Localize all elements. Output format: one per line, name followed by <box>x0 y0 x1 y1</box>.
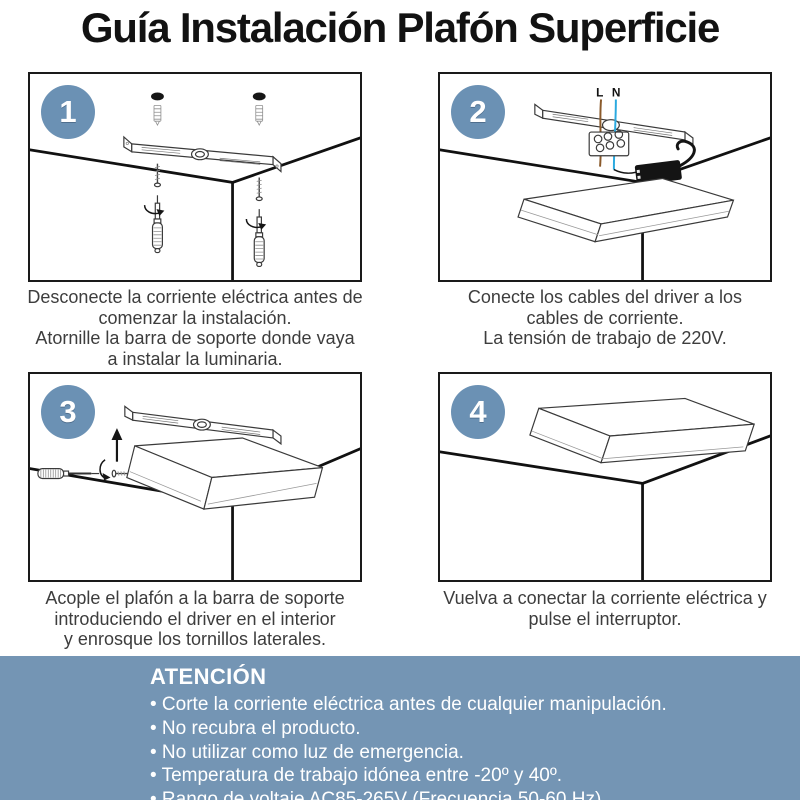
caption-line: comenzar la instalación. <box>98 307 292 328</box>
screwdriver-icon <box>145 195 165 252</box>
caption-line: Desconecte la corriente eléctrica antes de <box>27 287 363 307</box>
caption-line: La tensión de trabajo de 220V. <box>483 328 727 348</box>
panel-light <box>518 178 733 241</box>
step-4-number-badge: 4 <box>451 385 505 439</box>
terminal-block <box>589 131 629 156</box>
driver-input-wire <box>614 170 639 174</box>
screwdriver-icon <box>246 209 266 266</box>
attention-bullet-list <box>150 693 792 812</box>
screw-head-icons <box>151 93 266 101</box>
caption-line: introduciendo el driver en el interior <box>54 608 336 629</box>
step-3-number-badge: 3 <box>41 385 95 439</box>
mounting-bar <box>124 137 281 172</box>
caption-line: pulse el interruptor. <box>528 608 682 629</box>
attention-content <box>0 656 800 812</box>
caption-line: Vuelva a conectar la corriente eléctrica y <box>443 588 767 608</box>
screw-icons <box>154 164 262 201</box>
step-3-caption <box>6 588 384 650</box>
side-screw-icon <box>112 470 128 477</box>
live-wire-label: L <box>596 85 604 100</box>
caption-line: Atornille la barra de soporte donde vaya <box>35 328 355 348</box>
step-2-number-badge: 2 <box>451 85 505 139</box>
step-1-panel <box>28 72 362 282</box>
attention-bullet: • Temperatura de trabajo idónea entre -20º y 40º. <box>150 765 563 787</box>
step-4-panel <box>438 372 772 582</box>
neutral-wire-label: N <box>611 85 621 100</box>
wall-plug-icons <box>154 105 263 125</box>
caption-line: cables de corriente. <box>526 307 684 328</box>
attention-bullet: • No recubra el producto. <box>150 717 361 739</box>
panel-light <box>127 438 323 509</box>
step-2-panel <box>438 72 772 282</box>
attention-heading: ATENCIÓN <box>150 664 267 689</box>
caption-line: Acople el plafón a la barra de soporte <box>45 588 345 608</box>
step-4-caption <box>416 588 794 629</box>
attention-box <box>0 656 800 811</box>
caption-line: a instalar la luminaria. <box>107 348 283 369</box>
step-1-number-badge: 1 <box>41 85 95 139</box>
attention-bullet: • No utilizar como luz de emergencia. <box>150 741 464 763</box>
step-1-caption <box>6 287 384 369</box>
up-arrow-icon <box>112 428 123 462</box>
step-2-caption <box>416 287 794 349</box>
mounting-bar <box>125 406 281 444</box>
caption-line: Conecte los cables del driver a los <box>467 287 743 307</box>
attention-bullet: • Rango de voltaje AC85-265V (Frecuencia 50-60 Hz) <box>150 789 602 811</box>
panel-light <box>530 398 754 462</box>
caption-line: y enrosque los tornillos laterales. <box>63 629 327 649</box>
attention-bullet: • Corte la corriente eléctrica antes de cualquier manipulación. <box>150 694 667 715</box>
step-3-panel <box>28 372 362 582</box>
page-title: Guía Instalación Plafón Superficie <box>80 4 720 51</box>
